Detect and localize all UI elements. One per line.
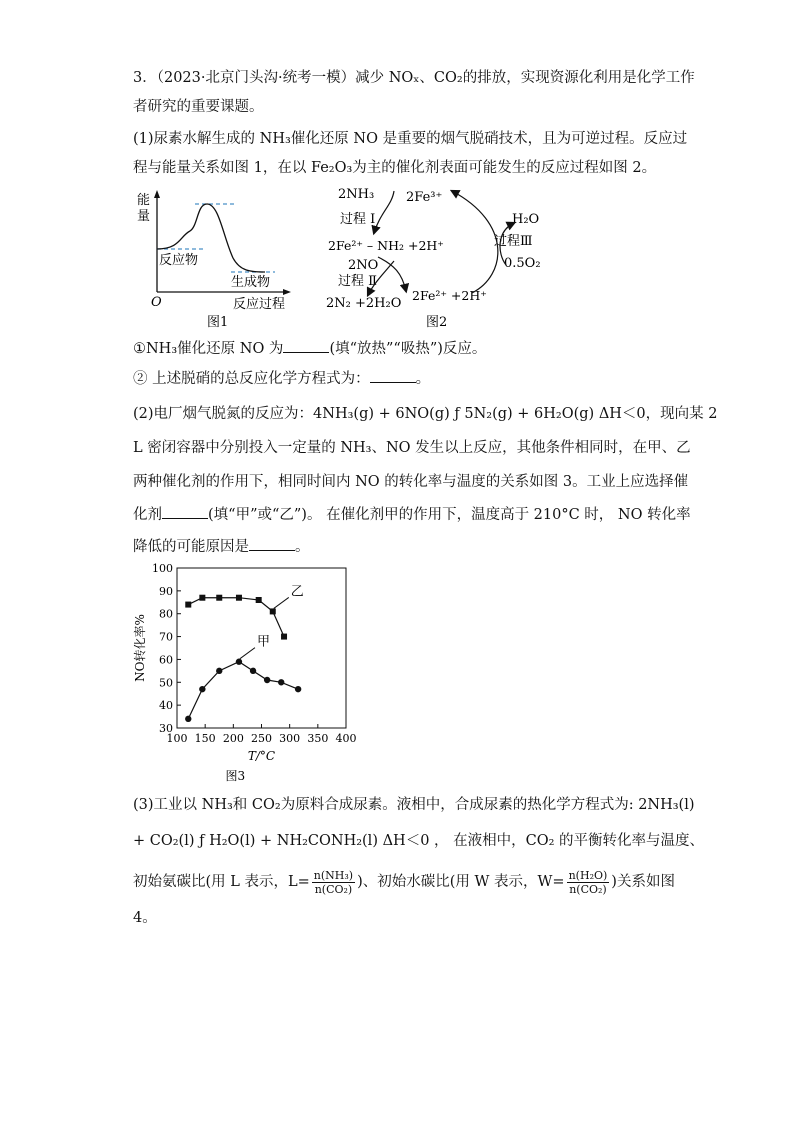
series-0-point-2: [216, 595, 222, 601]
p2-line5-text-b: 。: [295, 539, 310, 555]
q2-text-a: ② 上述脱硝的总反应化学方程式为：: [133, 371, 370, 387]
x-tick-label-200: 200: [222, 732, 244, 745]
series-0-point-5: [270, 608, 276, 614]
fig1-reactant: 反应物: [159, 253, 199, 268]
p2-reason-blank[interactable]: [249, 536, 295, 551]
part2-line-3: 两种催化剂的作用下，相同时间内 NO 的转化率与温度的关系如图 3。工业上应选择催: [133, 474, 689, 490]
p2-catalyst-blank[interactable]: [162, 504, 208, 519]
y-tick-label-30: 30: [159, 722, 173, 735]
q1-text-a: ①NH₃催化还原 NO 为: [133, 341, 284, 357]
series-line-0: [188, 598, 284, 637]
series-0-point-4: [256, 597, 262, 603]
x-tick-label-150: 150: [194, 732, 216, 745]
p3-line3-text-b: )、初始水碳比(用 W 表示，W=: [357, 874, 565, 890]
p3-line3-text-a: 初始氨碳比(用 L 表示，L=: [133, 874, 310, 890]
x-tick-label-300: 300: [279, 732, 301, 745]
fig1-caption: 图1: [207, 315, 229, 330]
y-tick-label-70: 70: [159, 630, 173, 644]
fig1-ylabel-1: 能: [137, 193, 151, 208]
figure-1-energy-diagram: [135, 186, 295, 331]
y-tick-label-60: 60: [159, 653, 173, 667]
series-0-point-0: [185, 602, 191, 608]
series-label-0: 乙: [290, 584, 304, 600]
q2-text-b: 。: [415, 371, 431, 387]
series-label-1: 甲: [256, 634, 270, 650]
series-label-leader-0: [274, 597, 289, 608]
intro-line-1: 3．（2023·北京门头沟·统考一模）减少 NOₓ、CO₂的排放，实现资源化利用是化学工作: [133, 70, 695, 86]
x-tick-label-350: 350: [307, 732, 329, 745]
series-0-point-1: [199, 595, 205, 601]
y-tick-label-50: 50: [159, 676, 173, 690]
x-axis-label: T/°C: [247, 749, 276, 763]
y-tick-label-40: 40: [159, 699, 173, 713]
question-2: [133, 368, 430, 389]
series-1-point-6: [278, 679, 284, 685]
x-tick-label-250: 250: [251, 732, 272, 745]
part1-line-1: (1)尿素水解生成的 NH₃催化还原 NO 是重要的烟气脱硝技术，且为可逆过程。反应过: [133, 131, 688, 147]
q1-text-b: (填“放热”“吸热”)反应。: [329, 341, 487, 357]
part2-line-2: L 密闭容器中分别投入一定量的 NH₃、NO 发生以上反应，其他条件相同时，在甲、乙: [133, 440, 691, 456]
fraction-L: [312, 869, 355, 896]
fig2-nh3: 2NH₃: [338, 187, 375, 202]
q1-answer-blank[interactable]: [283, 338, 329, 353]
figure-2-reaction-cycle: [322, 183, 552, 331]
series-1-point-2: [216, 668, 222, 674]
series-1-point-0: [185, 716, 191, 722]
fig1-origin: O: [151, 295, 162, 310]
fig1-ylabel-2: 量: [137, 209, 151, 224]
fraction-L-denominator: n(CO₂): [314, 882, 353, 896]
part3-line-2: + CO₂(l) ƒ H₂O(l) + NH₂CONH₂(l) ΔH＜0 ， 在液相中，CO₂ 的平衡转化率与温度、: [133, 833, 705, 849]
fig2-step2: 过程 Ⅱ: [338, 274, 377, 289]
fig2-cycle-arrow: [452, 191, 498, 293]
fig1-x-arrow: [283, 289, 291, 295]
fig2-step3: 过程Ⅲ: [494, 234, 533, 249]
series-1-point-7: [295, 686, 301, 692]
fig2-o2: 0.5O₂: [504, 256, 541, 271]
y-axis-label: NO转化率%: [133, 614, 147, 682]
fraction-W-numerator: n(H₂O): [568, 868, 608, 882]
fraction-W-denominator: n(CO₂): [569, 882, 607, 896]
intro-line-2: 者研究的重要课题。: [133, 99, 264, 115]
fig1-y-arrow: [154, 190, 160, 198]
series-1-point-5: [264, 677, 270, 683]
fig2-no: 2NO: [348, 258, 379, 273]
y-tick-label-100: 100: [152, 562, 173, 575]
series-0-point-3: [236, 595, 242, 601]
y-tick-label-80: 80: [159, 607, 173, 621]
question-1: [133, 338, 486, 359]
fig2-caption: 图2: [426, 315, 448, 330]
fig2-h2o: H₂O: [512, 212, 540, 227]
series-0-point-6: [281, 634, 287, 640]
x-tick-label-100: 100: [166, 732, 188, 745]
fig2-fe3: 2Fe³⁺: [406, 190, 443, 205]
part3-line-1: (3)工业以 NH₃和 CO₂为原料合成尿素。液相中，合成尿素的热化学方程式为: 2NH₃(l): [133, 797, 695, 813]
fig2-arrow-1: [374, 191, 394, 233]
part2-line-5: [133, 536, 310, 557]
y-tick-label-90: 90: [159, 584, 173, 598]
series-1-point-3: [236, 659, 242, 665]
part3-line-3: [133, 868, 675, 896]
p2-line4-text-a: 化剂: [133, 507, 162, 523]
fig1-xlabel: 反应过程: [233, 297, 286, 312]
x-tick-label-400: 400: [335, 732, 357, 745]
figure-3-chart: [130, 560, 370, 788]
part1-line-2: 程与能量关系如图 1，在以 Fe₂O₃为主的催化剂表面可能发生的反应过程如图 2。: [133, 160, 657, 176]
chart-caption: 图3: [225, 769, 246, 783]
part3-line-4: 4。: [133, 910, 157, 926]
p2-line4-text-b: (填“甲”或“乙”)。 在催化剂甲的作用下，温度高于 210°C 时， NO 转化率: [208, 507, 691, 523]
series-label-leader-1: [240, 648, 255, 659]
fig1-product: 生成物: [231, 275, 271, 290]
series-1-point-1: [199, 686, 205, 692]
q2-answer-blank[interactable]: [370, 368, 416, 383]
fig2-fe2: 2Fe²⁺ +2H⁺: [412, 288, 487, 303]
p3-line3-text-c: )关系如图: [611, 874, 675, 890]
fig2-intermediate: 2Fe²⁺ – NH₂ +2H⁺: [328, 238, 444, 253]
fraction-L-numerator: n(NH₃): [313, 868, 354, 882]
fig2-products: 2N₂ +2H₂O: [326, 296, 402, 311]
part2-line-1: (2)电厂烟气脱氮的反应为：4NH₃(g) + 6NO(g) ƒ 5N₂(g) + 6H₂O(g) ΔH＜0，现向某 2: [133, 406, 718, 422]
series-1-point-4: [250, 668, 256, 674]
p2-line5-text-a: 降低的可能原因是: [133, 539, 249, 555]
fig2-step1: 过程 Ⅰ: [340, 212, 376, 227]
part2-line-4: [133, 504, 691, 525]
fraction-W: [567, 869, 610, 896]
